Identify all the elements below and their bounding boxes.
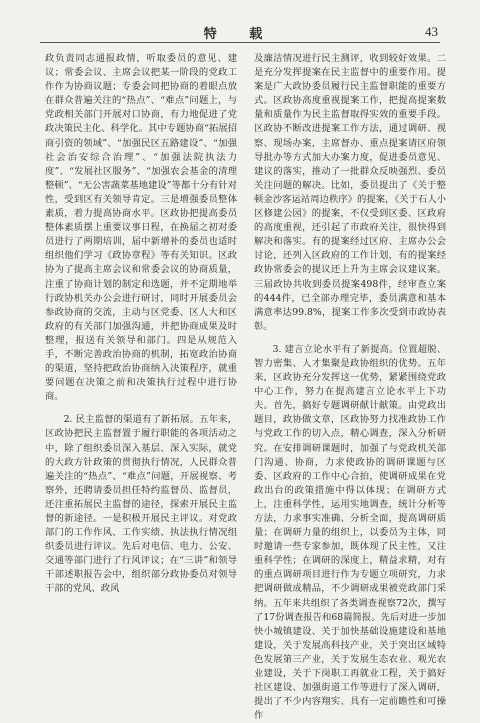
section-heading-paragraph: 2. 民主监督的渠道有了新拓展。五年来，区政协把民主监督置于履行职能的各项活动之中，除了组织委员深入基层、深入实际，就党的大政方针政策的贯彻执行情况，人民群众普遍关注的“热点”、“难点”问题，开展视察、考察外，还聘请委员担任特约监督员、监督员，还注重拓展民主监督的途径，探索开展民主监督的新途径。一是积极开展民主评议。对党政部门的工作作风、工作实绩、执法执行情况组织委员进行评议。先后对电信、电力、公安、交通等部门进行了行风评议；在“三讲”和领导干部述职报告会中，组织部分政协委员对领导干部的党风、政风 (45, 414, 237, 595)
section-title: 特 载 (203, 27, 277, 42)
left-column (45, 52, 237, 642)
right-column (254, 52, 446, 722)
section-heading-paragraph: 3. 建言立论水平有了新提高。位置超脱、智力密集、人才集聚是政协组织的优势。五年来，区政协充分发挥这一优势，紧紧围绕党政中心工作，努力在提高建言立论水平上下功夫。首先，搞好专题调研献计献策。由党政出题目，政协做文章，区政协努力找准政协工作与党政工作的切入点，精心调查，深入分析研究。在安排调研课题时，加强了与党政机关部门沟通、协商，力求使政协的调研课题与区委、区政府的工作中心合拍，使调研成果在党政出台的政策措施中得以体现；在调研方式上，注重科学性，运用实地调查，统计分析等方法，力求事实准确、分析全面，提高调研质量；在调研力量的组织上，以委员为主体，同时邀请一些专家参加，既体现了民主性，又注重科学性；在调研的深度上，精益求精，对有的重点调研项目进行作为专题立项研究，力求把调研做成精品，不少调研成果被党政部门采纳。五年来共组织了各类调查视察72次，撰写了17份调查报告和68篇简报。先后对进一步加快小城镇建设、关于加快基础设施建设和基地建设，关于发展高科技产业，关于突出区域特色发展第三产业，关于发展生态农业、观光农业建设，关于下岗职工再就业工程，关于搞好社区建设、加强街道工作等进行了深入调研，提出了不少内容翔实、具有一定前瞻性和可操作 (254, 343, 446, 722)
paragraph: 及廉洁情况进行民主测评，收到较好效果。二是充分发挥提案在民主监督中的重要作用。提案是广大政协委员履行民主监督职能的重要方式。区政协高度重视提案工作，把提高提案数量和质量作为民主监督取得实效的重要手段。区政协不断改进提案工作方法，通过调研、视察、现场办案，主席督办、重点提案请区府领导批办等方式加大办案力度，促进委员意见、建议的落实，推动了一批群众反映强烈、委员关注问题的解决。比如，委员提出了《关于整顿金沙客运站周边秩序》的提案，《关于石人小区修建公园》的提案，不仅受到区委、区政府的高度重视，还引起了市政府关注，很快得到解决和落实。有的提案经过区府、主席办公会讨论，还列入区政府的工作计划，有的提案经政协常委会的提议还上升为主席会议建议案。三届政协共收到委员提案498件，经审查立案的444件，已全部办理完毕，委员满意和基本满意率达99.8%，提案工作多次受到市政协表彰。 (254, 53, 446, 332)
page-number: 43 (425, 24, 438, 39)
running-header (40, 20, 440, 43)
paragraph: 政负责同志通报政情，听取委员的意见、建议；常委会议、主席会议把某一阶段的党政工作作为协商议题；专委会同把协商的着眼点放在群众普遍关注的“热点”、“难点”问题上，与党政相关部门开展对口协商，有力地促进了党政决策民主化、科学化。其中专题协商“拓展招商引资的领域”、“加强民区五路建设”、“加强社会治安综合治理”、“加强法院执法力度”、“发展社区服务”、“加强农会基金的清理整顿”、“无公害蔬菜基地建设”等都十分有针对性，受到区有关领导肯定。三是增强委员整体素质，着力提高协商水平。区政协把提高委员整体素质摆上重要议事日程，在换届之初对委员进行了两期培训，届中新增补的委员也适时组织他们学习《政协章程》等有关知识。区政协为了提高主席会议和常委会议的协商质量，注重了协商计划的制定和选题，并不定期地举行政协机关办公会进行研讨，同时开展委员会参政协商的交流，主动与区党委、区人大和区政府的有关部门加强沟通，并把协商成果及时整理，报送有关领导和部门。四是从规范入手，不断完善政治协商的机制，拓宽政治协商的渠道，坚持把政治协商纳入决策程序，就重要问题在决策之前和决策执行过程中进行协商。 (45, 53, 237, 403)
